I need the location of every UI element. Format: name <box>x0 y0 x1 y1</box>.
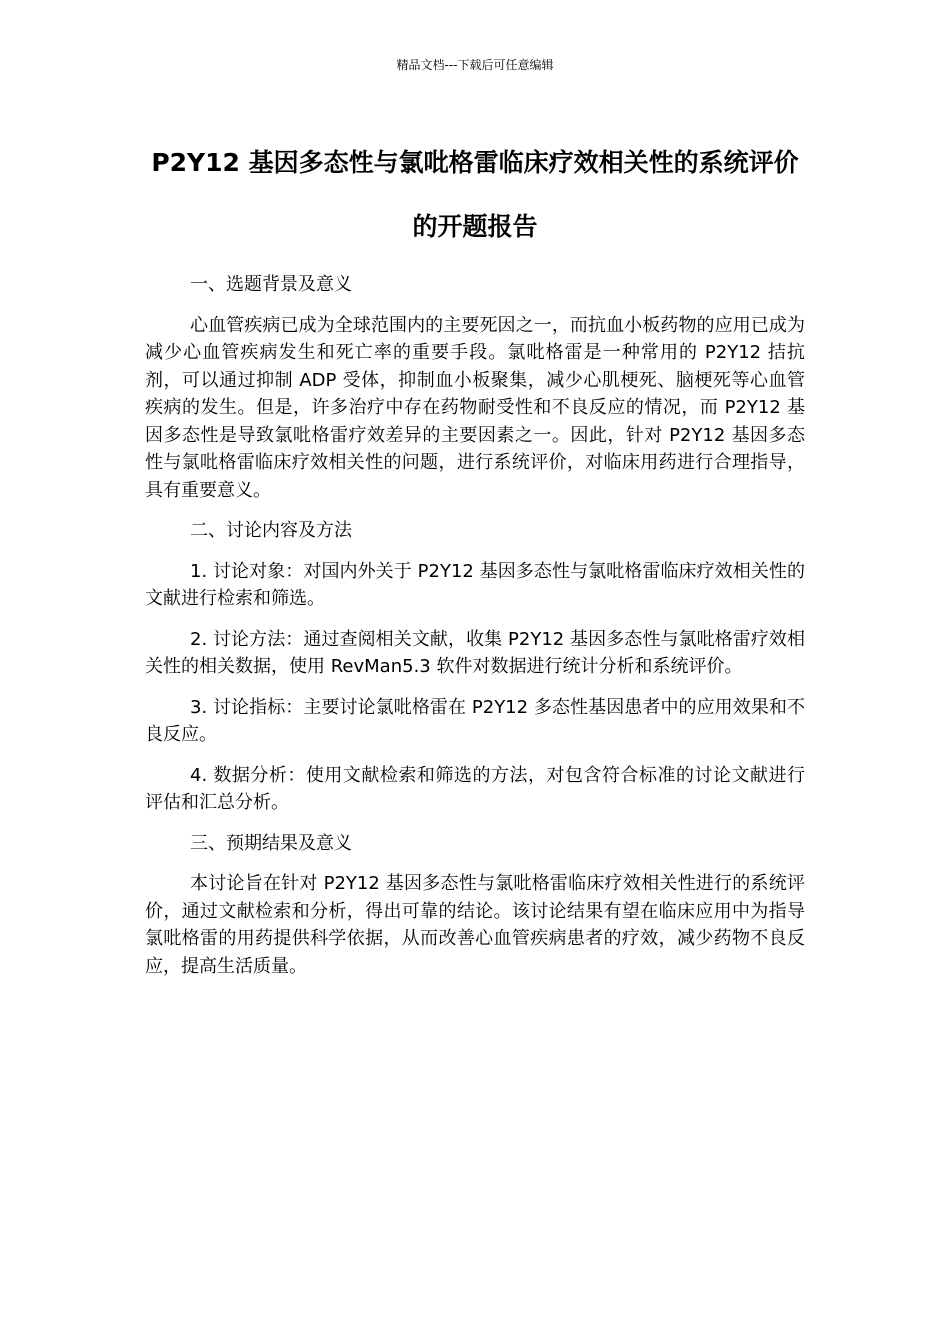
section-heading: 一、选题背景及意义 <box>190 274 352 295</box>
paragraph: 心血管疾病已成为全球范围内的主要死因之一，而抗血小板药物的应用已成为减少心血管疾病发生和死亡率的重要手段。氯吡格雷是一种常用的 P2Y12 拮抗剂，可以通过抑制 ADP 受体，抑制血小板聚集，减少心肌梗死、脑梗死等心血管疾病的发生。但是，许多治疗中存在药物耐受性和不良反应的情况，而 P2Y12 基因多态性是导致氯吡格雷疗效差异的主要因素之一。因此，针对 P2Y12 基因多态性与氯吡格雷临床疗效相关性的问题，进行系统评价，对临床用药进行合理指导，具有重要意义。 <box>145 314 805 501</box>
section-heading: 二、讨论内容及方法 <box>190 520 352 541</box>
paragraph: 2. 讨论方法：通过查阅相关文献，收集 P2Y12 基因多态性与氯吡格雷疗效相关性的相关数据，使用 RevMan5.3 软件对数据进行统计分析和系统评价。 <box>145 628 805 677</box>
section-methods <box>145 517 805 817</box>
paragraph: 3. 讨论指标：主要讨论氯吡格雷在 P2Y12 多态性基因患者中的应用效果和不良反应。 <box>145 696 805 745</box>
document-body <box>145 271 805 993</box>
section-background <box>145 271 805 504</box>
paragraph: 4. 数据分析：使用文献检索和筛选的方法，对包含符合标准的讨论文献进行评估和汇总分析。 <box>145 764 805 813</box>
section-expected-results <box>145 830 805 981</box>
section-heading: 三、预期结果及意义 <box>190 832 352 854</box>
page-header: 精品文档---下载后可任意编辑 <box>396 58 554 72</box>
document-title: P2Y12 基因多态性与氯吡格雷临床疗效相关性的系统评价的开题报告 <box>151 148 799 241</box>
paragraph: 1. 讨论对象：对国内外关于 P2Y12 基因多态性与氯吡格雷临床疗效相关性的文献进行检索和筛选。 <box>145 560 805 609</box>
paragraph: 本讨论旨在针对 P2Y12 基因多态性与氯吡格雷临床疗效相关性进行的系统评价，通过文献检索和分析，得出可靠的结论。该讨论结果有望在临床应用中为指导氯吡格雷的用药提供科学依据，从而改善心血管疾病患者的疗效，减少药物不良反应，提高生活质量。 <box>145 873 805 977</box>
